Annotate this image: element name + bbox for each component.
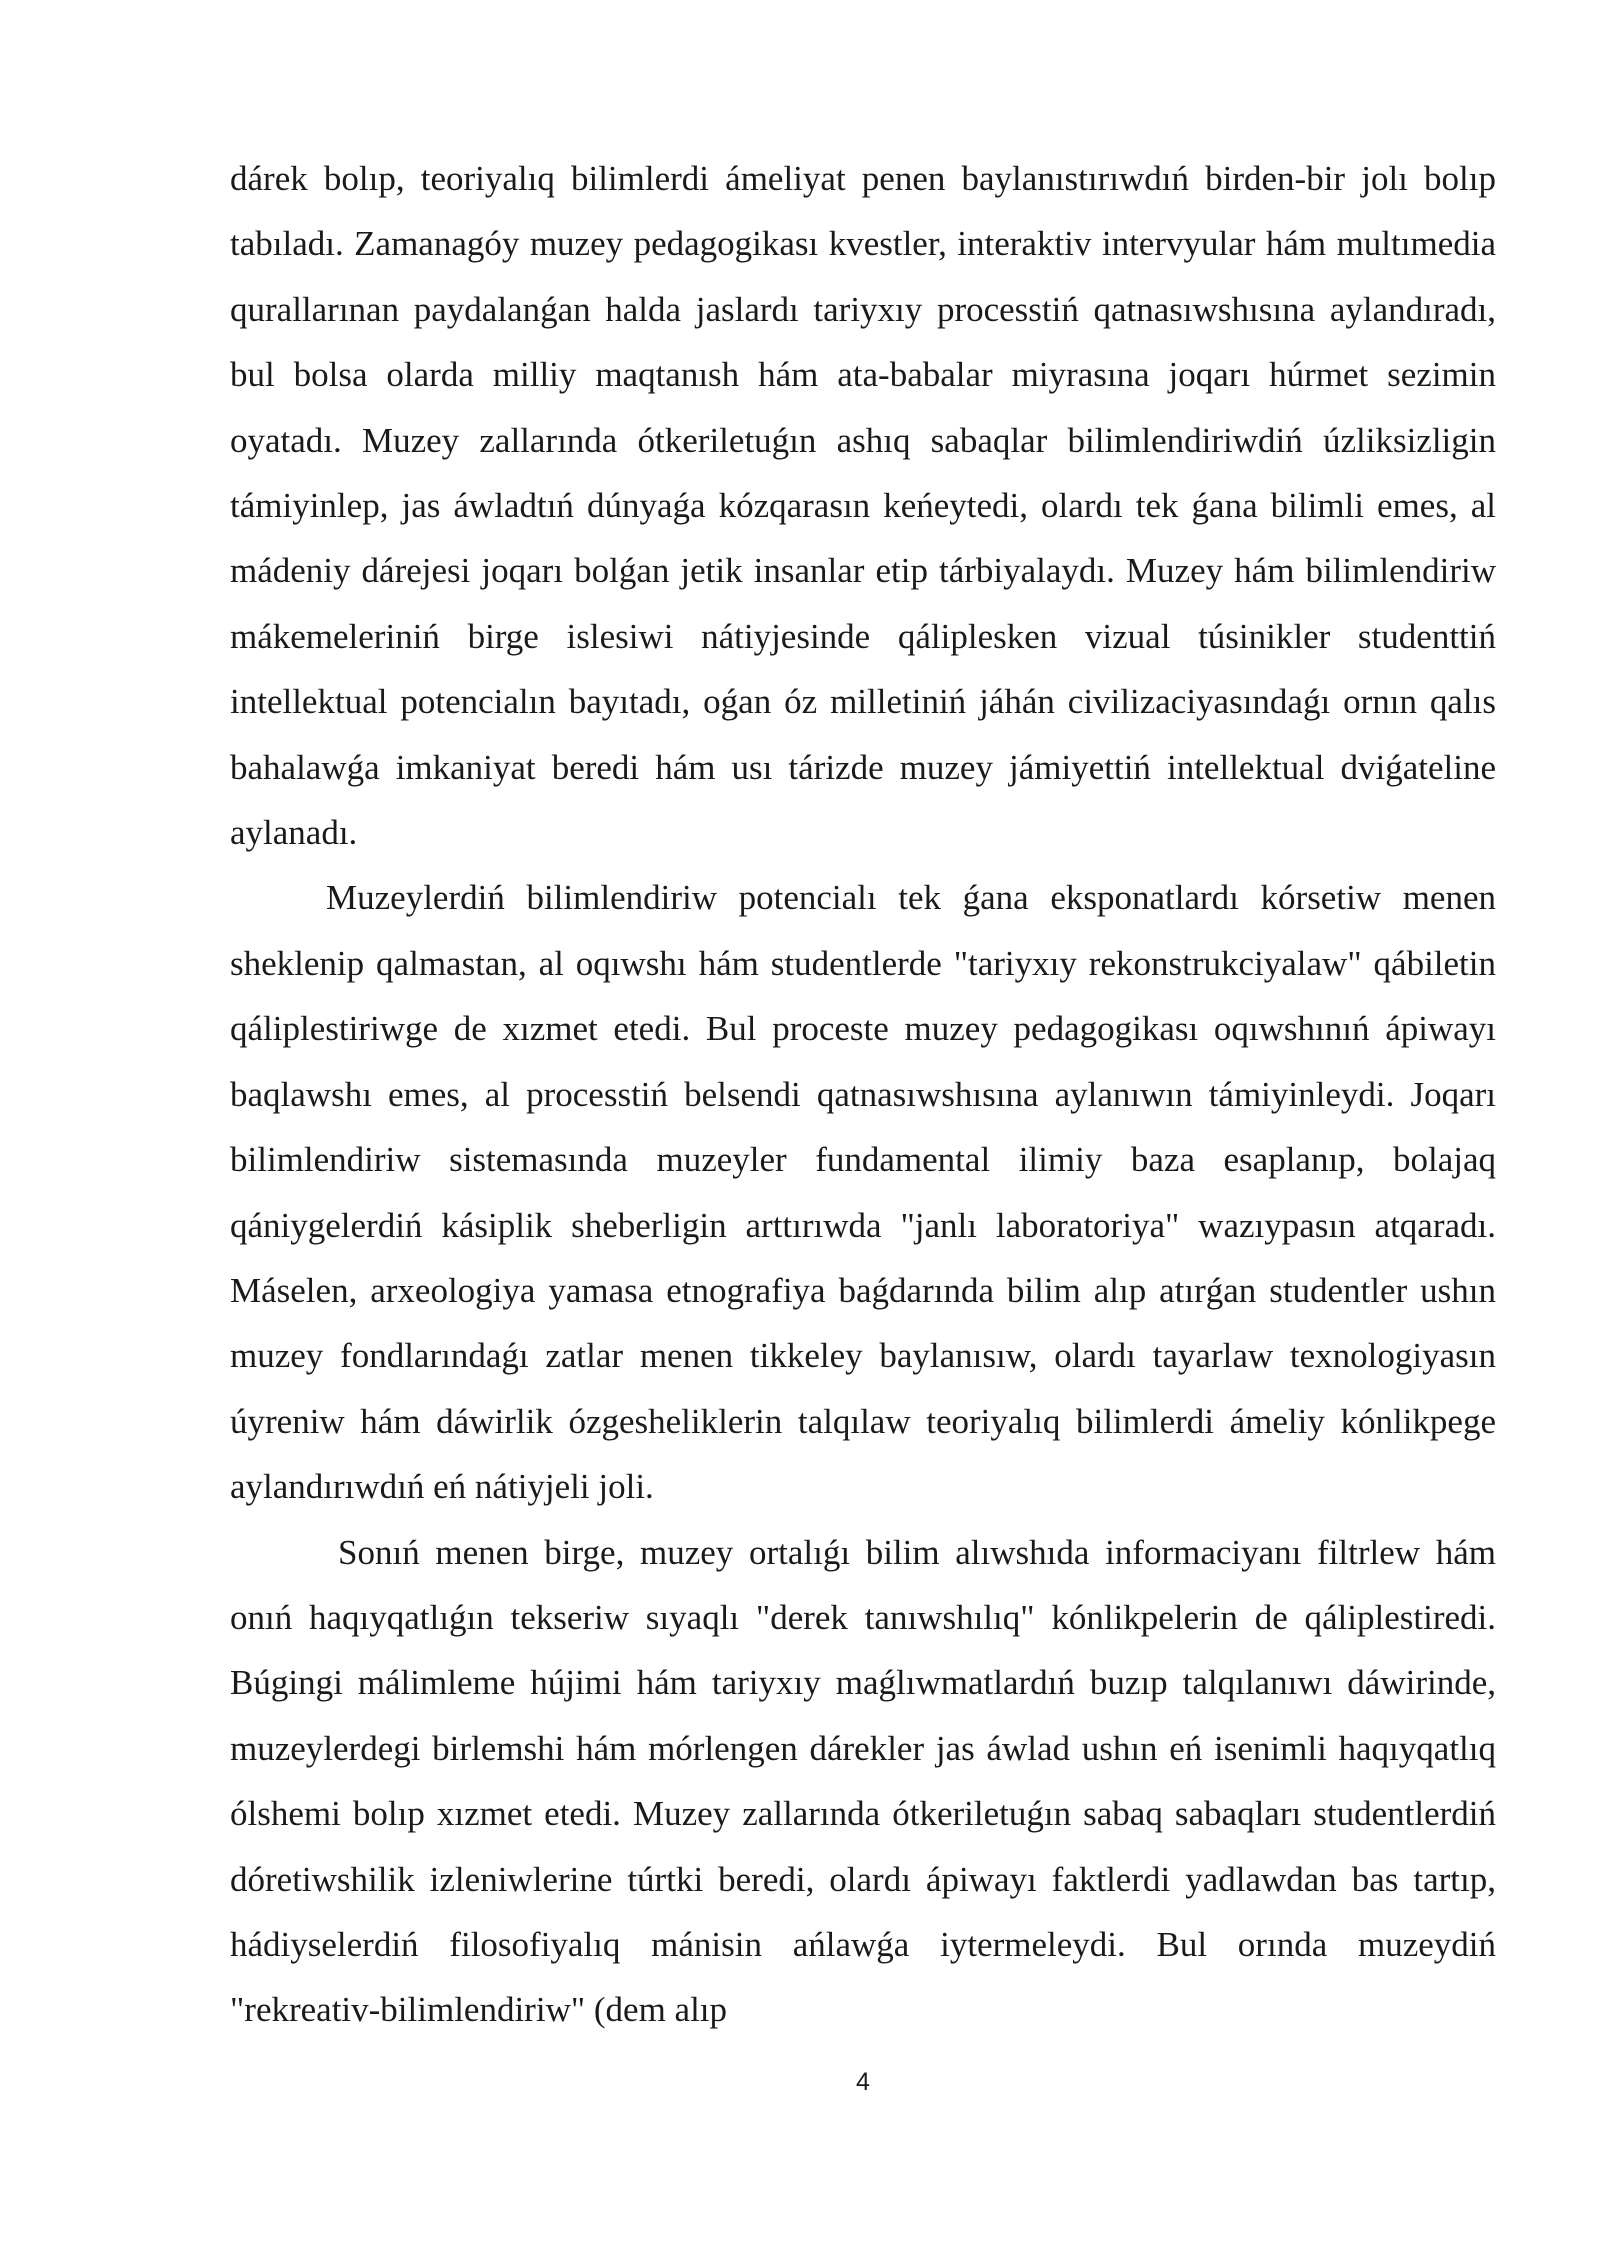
page-number: 4: [856, 2068, 870, 2096]
paragraph-3: Sonıń menen birge, muzey ortalıǵı bilim alıwshıda informaciyanı filtrlew hám onıń haqıyqatlıǵın tekseriw sıyaqlı "derek tanıwshılıq" kónlikpelerin de qáliplestiredi. Búgingi málimleme hújimi hám tariyxıy maǵlıwmatlardıń buzıp talqılanıwı dáwirinde, muzeylerdegi birlemshi hám mórlengen dárekler jas áwlad ushın eń isenimli haqıyqatlıq ólshemi bolıp xızmet etedi. Muzey zallarında ótkeriletuǵın sabaq sabaqları studentlerdiń dóretiwshilik izleniwlerine túrtki beredi, olardı ápiwayı faktlerdi yadlawdan bas tartıp, hádiyselerdiń filosofiyalıq mánisin ańlawǵa iytermeleydi. Bul orında muzeydiń "rekreativ-bilimlendiriw" (dem alıp: [230, 1532, 1496, 2030]
paragraph-2: Muzeylerdiń bilimlendiriw potencialı tek ǵana eksponatlardı kórsetiw menen sheklenip qalmastan, al oqıwshı hám studentlerde "tariyxıy rekonstrukciyalaw" qábiletin qáliplestiriwge de xızmet etedi. Bul proceste muzey pedagogikası oqıwshınıń ápiwayı baqlawshı emes, al processtiń belsendi qatnasıwshısına aylanıwın támiyinleydi. Joqarı bilimlendiriw sistemasında muzeyler fundamental ilimiy baza esaplanıp, bolajaq qániygelerdiń kásiplik sheberligin arttırıwda "janlı laboratoriya" wazıypasın atqaradı. Máselen, arxeologiya yamasa etnografiya baǵdarında bilim alıp atırǵan studentler ushın muzey fondlarındaǵı zatlar menen tikkeley baylanısıw, olardı tayarlaw texnologiyasın úyreniw hám dáwirlik ózgesheliklerin talqılaw teoriyalıq bilimlerdi ámeliy kónlikpege aylandırıwdıń eń nátiyjeli joli.: [230, 878, 1496, 1507]
body-text: [230, 146, 1496, 2043]
paragraph-1: dárek bolıp, teoriyalıq bilimlerdi ámeliyat penen baylanıstırıwdıń birden-bir jolı bolıp tabıladı. Zamanagóy muzey pedagogikası kvestler, interaktiv intervyular hám multımedia qurallarınan paydalanǵan halda jaslardı tariyxıy processtiń qatnasıwshısına aylandıradı, bul bolsa olarda milliy maqtanısh hám ata-babalar miyrasına joqarı húrmet sezimin oyatadı. Muzey zallarında ótkeriletuǵın ashıq sabaqlar bilimlendiriwdiń úzliksizligin támiyinlep, jas áwladtıń dúnyaǵa kózqarasın keńeytedi, olardı tek ǵana bilimli emes, al mádeniy dárejesi joqarı bolǵan jetik insanlar etip tárbiyalaydı. Muzey hám bilimlendiriw mákemeleriniń birge islesiwi nátiyjesinde qáliplesken vizual túsinikler studenttiń intellektual potencialın bayıtadı, oǵan óz milletiniń jáhán civilizaciyasındaǵı ornın qalıs bahalawǵa imkaniyat beredi hám usı tárizde muzey jámiyettiń intellektual dviǵateline aylanadı.: [230, 159, 1496, 853]
